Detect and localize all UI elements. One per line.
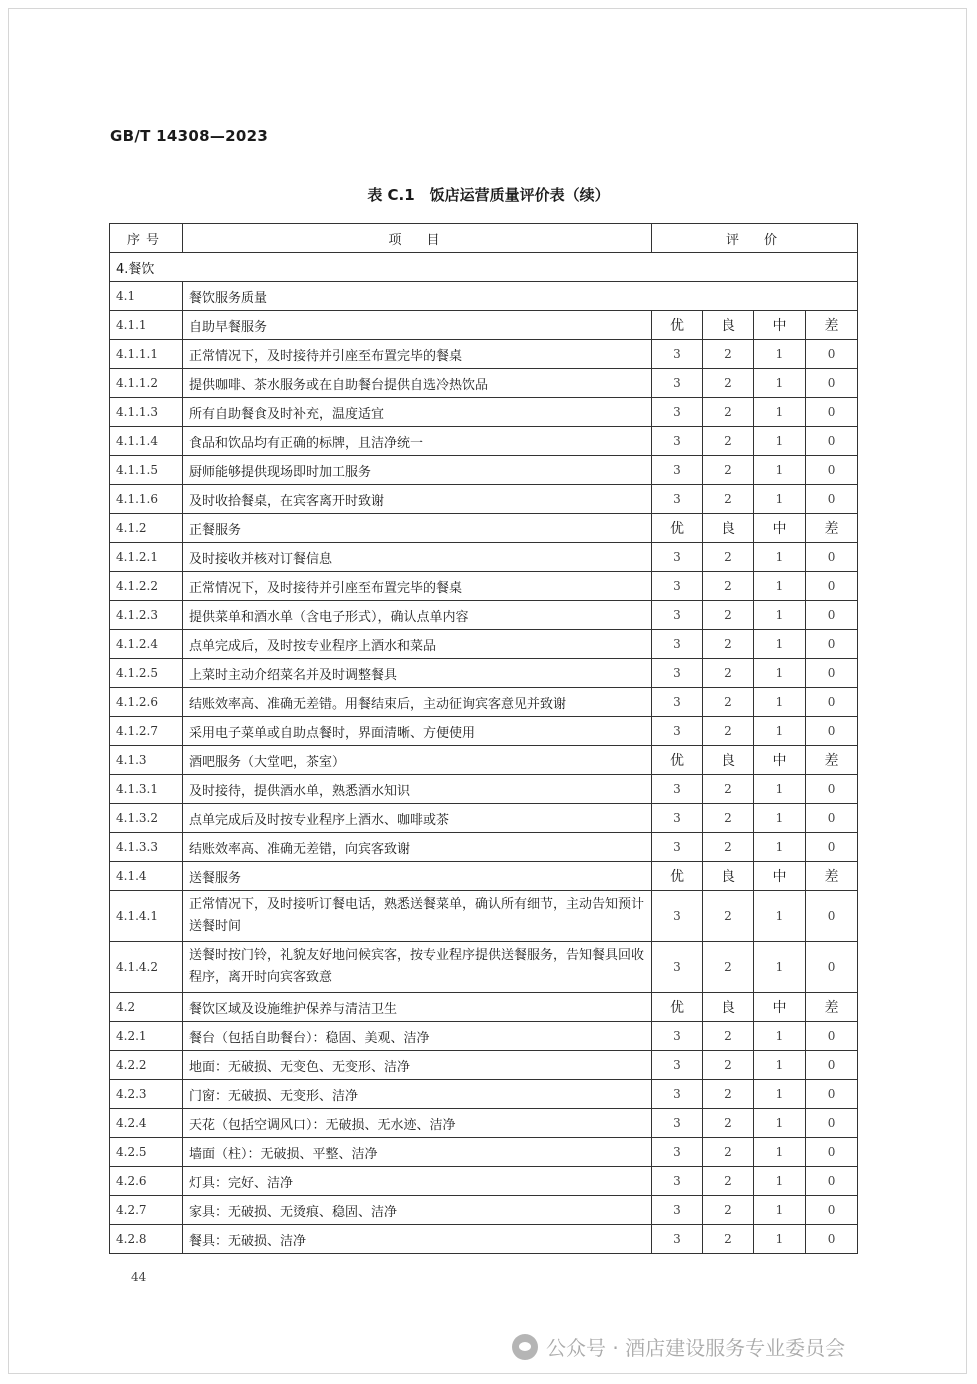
row-number: 4.1.1.5 <box>110 456 183 485</box>
table-row <box>110 1051 858 1080</box>
grade-label: 优 <box>652 514 703 543</box>
row-item: 酒吧服务（大堂吧，茶室） <box>183 746 652 775</box>
score-value: 3 <box>652 1109 703 1138</box>
grade-label: 差 <box>806 514 858 543</box>
watermark <box>512 1332 845 1361</box>
row-number: 4.1.2.6 <box>110 688 183 717</box>
score-value: 0 <box>806 1051 858 1080</box>
row-item: 墙面（柱）：无破损、平整、洁净 <box>183 1138 652 1167</box>
table-row <box>110 1138 858 1167</box>
score-value: 1 <box>754 833 806 862</box>
row-item: 及时接收并核对订餐信息 <box>183 543 652 572</box>
row-number: 4.1.2.2 <box>110 572 183 601</box>
table-row <box>110 891 858 942</box>
score-value: 0 <box>806 942 858 993</box>
score-value: 2 <box>703 1051 754 1080</box>
score-value: 0 <box>806 659 858 688</box>
score-value: 0 <box>806 1225 858 1254</box>
table-row <box>110 717 858 746</box>
score-value: 3 <box>652 340 703 369</box>
row-item: 送餐服务 <box>183 862 652 891</box>
score-value: 2 <box>703 485 754 514</box>
table-row <box>110 1080 858 1109</box>
score-value: 1 <box>754 688 806 717</box>
score-value: 3 <box>652 659 703 688</box>
row-item: 家具：无破损、无烫痕、稳固、洁净 <box>183 1196 652 1225</box>
score-value: 2 <box>703 1225 754 1254</box>
score-value: 1 <box>754 427 806 456</box>
row-item: 送餐时按门铃，礼貌友好地问候宾客，按专业程序提供送餐服务，告知餐具回收程序，离开时向宾客致意 <box>183 942 652 993</box>
header-eval: 评 价 <box>652 224 858 253</box>
score-value: 2 <box>703 630 754 659</box>
row-number: 4.2 <box>110 993 183 1022</box>
score-value: 1 <box>754 1225 806 1254</box>
table-row <box>110 746 858 775</box>
table-row <box>110 833 858 862</box>
score-value: 1 <box>754 804 806 833</box>
row-item: 正常情况下，及时接待并引座至布置完毕的餐桌 <box>183 340 652 369</box>
grade-label: 良 <box>703 311 754 340</box>
row-item: 提供咖啡、茶水服务或在自助餐台提供自选冷热饮品 <box>183 369 652 398</box>
table-row <box>110 659 858 688</box>
section-title: 4.餐饮 <box>110 253 858 282</box>
row-number: 4.2.3 <box>110 1080 183 1109</box>
score-value: 3 <box>652 1167 703 1196</box>
row-item: 地面：无破损、无变色、无变形、洁净 <box>183 1051 652 1080</box>
grade-label: 良 <box>703 993 754 1022</box>
score-value: 0 <box>806 1022 858 1051</box>
grade-label: 中 <box>754 311 806 340</box>
score-value: 2 <box>703 804 754 833</box>
row-number: 4.2.4 <box>110 1109 183 1138</box>
score-value: 3 <box>652 775 703 804</box>
score-value: 2 <box>703 1167 754 1196</box>
table-row <box>110 311 858 340</box>
score-value: 1 <box>754 572 806 601</box>
score-value: 1 <box>754 1080 806 1109</box>
score-value: 1 <box>754 369 806 398</box>
score-value: 1 <box>754 1167 806 1196</box>
score-value: 1 <box>754 398 806 427</box>
score-value: 2 <box>703 1022 754 1051</box>
table-row <box>110 775 858 804</box>
score-value: 0 <box>806 833 858 862</box>
row-item: 点单完成后，及时按专业程序上酒水和菜品 <box>183 630 652 659</box>
row-number: 4.1.2.7 <box>110 717 183 746</box>
table-row <box>110 601 858 630</box>
score-value: 2 <box>703 659 754 688</box>
row-number: 4.2.6 <box>110 1167 183 1196</box>
table-row <box>110 543 858 572</box>
grade-label: 良 <box>703 746 754 775</box>
row-item: 上菜时主动介绍菜名并及时调整餐具 <box>183 659 652 688</box>
grade-label: 中 <box>754 862 806 891</box>
standard-code: GB/T 14308—2023 <box>110 127 269 145</box>
row-number: 4.1.1.6 <box>110 485 183 514</box>
grade-label: 差 <box>806 746 858 775</box>
row-item: 采用电子菜单或自助点餐时，界面清晰、方便使用 <box>183 717 652 746</box>
row-number: 4.1.2.3 <box>110 601 183 630</box>
score-value: 3 <box>652 942 703 993</box>
row-number: 4.1 <box>110 282 183 311</box>
score-value: 0 <box>806 1138 858 1167</box>
score-value: 1 <box>754 717 806 746</box>
row-item: 正常情况下，及时接听订餐电话，熟悉送餐菜单，确认所有细节，主动告知预计送餐时间 <box>183 891 652 942</box>
score-value: 3 <box>652 369 703 398</box>
row-number: 4.1.2 <box>110 514 183 543</box>
score-value: 1 <box>754 1051 806 1080</box>
table-row <box>110 369 858 398</box>
score-value: 3 <box>652 601 703 630</box>
row-item: 自助早餐服务 <box>183 311 652 340</box>
score-value: 3 <box>652 717 703 746</box>
table-header-row <box>110 224 858 253</box>
grade-label: 中 <box>754 746 806 775</box>
row-number: 4.1.2.4 <box>110 630 183 659</box>
score-value: 3 <box>652 630 703 659</box>
row-number: 4.1.2.1 <box>110 543 183 572</box>
score-value: 0 <box>806 1109 858 1138</box>
row-number: 4.1.4 <box>110 862 183 891</box>
table-row <box>110 804 858 833</box>
grade-label: 中 <box>754 993 806 1022</box>
row-number: 4.1.1.2 <box>110 369 183 398</box>
row-item: 餐饮服务质量 <box>183 282 858 311</box>
score-value: 2 <box>703 688 754 717</box>
row-item: 厨师能够提供现场即时加工服务 <box>183 456 652 485</box>
score-value: 2 <box>703 1196 754 1225</box>
table-row <box>110 282 858 311</box>
row-number: 4.1.1 <box>110 311 183 340</box>
score-value: 0 <box>806 688 858 717</box>
row-item: 餐台（包括自助餐台）：稳固、美观、洁净 <box>183 1022 652 1051</box>
score-value: 1 <box>754 601 806 630</box>
row-item: 餐具：无破损、洁净 <box>183 1225 652 1254</box>
row-number: 4.2.2 <box>110 1051 183 1080</box>
table-row <box>110 1022 858 1051</box>
score-value: 3 <box>652 485 703 514</box>
score-value: 1 <box>754 340 806 369</box>
score-value: 2 <box>703 891 754 942</box>
row-number: 4.1.1.3 <box>110 398 183 427</box>
score-value: 1 <box>754 543 806 572</box>
score-value: 2 <box>703 775 754 804</box>
score-value: 2 <box>703 398 754 427</box>
row-item: 食品和饮品均有正确的标牌，且洁净统一 <box>183 427 652 456</box>
grade-label: 良 <box>703 514 754 543</box>
row-number: 4.1.3.2 <box>110 804 183 833</box>
score-value: 1 <box>754 1109 806 1138</box>
table-row <box>110 942 858 993</box>
score-value: 3 <box>652 1196 703 1225</box>
score-value: 2 <box>703 1080 754 1109</box>
score-value: 3 <box>652 1225 703 1254</box>
section-row <box>110 253 858 282</box>
header-no: 序号 <box>110 224 183 253</box>
wechat-logo-icon <box>512 1334 538 1360</box>
score-value: 0 <box>806 1196 858 1225</box>
score-value: 0 <box>806 398 858 427</box>
row-number: 4.1.3.3 <box>110 833 183 862</box>
row-item: 门窗：无破损、无变形、洁净 <box>183 1080 652 1109</box>
row-number: 4.2.7 <box>110 1196 183 1225</box>
page-number: 44 <box>131 1270 147 1284</box>
score-value: 3 <box>652 427 703 456</box>
score-value: 0 <box>806 775 858 804</box>
score-value: 1 <box>754 659 806 688</box>
table-row <box>110 630 858 659</box>
score-value: 1 <box>754 775 806 804</box>
score-value: 0 <box>806 485 858 514</box>
grade-label: 良 <box>703 862 754 891</box>
score-value: 0 <box>806 572 858 601</box>
score-value: 0 <box>806 1167 858 1196</box>
score-value: 3 <box>652 1022 703 1051</box>
row-number: 4.1.1.4 <box>110 427 183 456</box>
table-row <box>110 456 858 485</box>
table-row <box>110 485 858 514</box>
row-number: 4.1.3 <box>110 746 183 775</box>
evaluation-table <box>109 223 858 1254</box>
score-value: 1 <box>754 456 806 485</box>
score-value: 3 <box>652 456 703 485</box>
score-value: 0 <box>806 456 858 485</box>
score-value: 2 <box>703 369 754 398</box>
row-number: 4.1.1.1 <box>110 340 183 369</box>
score-value: 3 <box>652 572 703 601</box>
score-value: 3 <box>652 688 703 717</box>
score-value: 3 <box>652 1051 703 1080</box>
score-value: 3 <box>652 543 703 572</box>
table-row <box>110 427 858 456</box>
table-row <box>110 1109 858 1138</box>
score-value: 2 <box>703 833 754 862</box>
score-value: 2 <box>703 717 754 746</box>
row-item: 点单完成后及时按专业程序上酒水、咖啡或茶 <box>183 804 652 833</box>
row-number: 4.1.4.1 <box>110 891 183 942</box>
table-row <box>110 514 858 543</box>
grade-label: 优 <box>652 993 703 1022</box>
grade-label: 优 <box>652 746 703 775</box>
score-value: 0 <box>806 427 858 456</box>
score-value: 0 <box>806 340 858 369</box>
row-item: 结账效率高、准确无差错，向宾客致谢 <box>183 833 652 862</box>
row-number: 4.1.2.5 <box>110 659 183 688</box>
grade-label: 优 <box>652 311 703 340</box>
score-value: 2 <box>703 427 754 456</box>
score-value: 1 <box>754 891 806 942</box>
row-item: 提供菜单和酒水单（含电子形式），确认点单内容 <box>183 601 652 630</box>
table-row <box>110 1167 858 1196</box>
score-value: 2 <box>703 1109 754 1138</box>
table-row <box>110 340 858 369</box>
score-value: 3 <box>652 1080 703 1109</box>
score-value: 0 <box>806 630 858 659</box>
row-item: 天花（包括空调风口）：无破损、无水迹、洁净 <box>183 1109 652 1138</box>
row-item: 正常情况下，及时接待并引座至布置完毕的餐桌 <box>183 572 652 601</box>
table-row <box>110 862 858 891</box>
score-value: 3 <box>652 398 703 427</box>
score-value: 0 <box>806 891 858 942</box>
table-row <box>110 398 858 427</box>
row-item: 正餐服务 <box>183 514 652 543</box>
score-value: 1 <box>754 1022 806 1051</box>
grade-label: 中 <box>754 514 806 543</box>
row-item: 结账效率高、准确无差错。用餐结束后，主动征询宾客意见并致谢 <box>183 688 652 717</box>
score-value: 0 <box>806 369 858 398</box>
table-row <box>110 993 858 1022</box>
row-number: 4.1.3.1 <box>110 775 183 804</box>
row-item: 餐饮区域及设施维护保养与清洁卫生 <box>183 993 652 1022</box>
score-value: 1 <box>754 630 806 659</box>
score-value: 1 <box>754 942 806 993</box>
score-value: 2 <box>703 601 754 630</box>
table-title: 表 C.1 饭店运营质量评价表（续） <box>367 186 610 204</box>
row-item: 所有自助餐食及时补充，温度适宜 <box>183 398 652 427</box>
score-value: 2 <box>703 340 754 369</box>
score-value: 2 <box>703 543 754 572</box>
row-number: 4.2.8 <box>110 1225 183 1254</box>
row-item: 及时收拾餐桌，在宾客离开时致谢 <box>183 485 652 514</box>
score-value: 1 <box>754 1138 806 1167</box>
score-value: 2 <box>703 942 754 993</box>
table-row <box>110 1225 858 1254</box>
score-value: 0 <box>806 601 858 630</box>
score-value: 0 <box>806 543 858 572</box>
score-value: 0 <box>806 1080 858 1109</box>
score-value: 3 <box>652 833 703 862</box>
score-value: 1 <box>754 485 806 514</box>
row-number: 4.2.1 <box>110 1022 183 1051</box>
table-row <box>110 572 858 601</box>
header-item: 项 目 <box>183 224 652 253</box>
grade-label: 差 <box>806 993 858 1022</box>
score-value: 0 <box>806 717 858 746</box>
score-value: 2 <box>703 572 754 601</box>
grade-label: 优 <box>652 862 703 891</box>
grade-label: 差 <box>806 862 858 891</box>
row-item: 及时接待，提供酒水单，熟悉酒水知识 <box>183 775 652 804</box>
score-value: 2 <box>703 456 754 485</box>
score-value: 2 <box>703 1138 754 1167</box>
watermark-text: 公众号 · 酒店建设服务专业委员会 <box>546 1336 846 1360</box>
score-value: 3 <box>652 891 703 942</box>
score-value: 1 <box>754 1196 806 1225</box>
score-value: 3 <box>652 804 703 833</box>
row-item: 灯具：完好、洁净 <box>183 1167 652 1196</box>
table-row <box>110 1196 858 1225</box>
table-row <box>110 688 858 717</box>
row-number: 4.2.5 <box>110 1138 183 1167</box>
grade-label: 差 <box>806 311 858 340</box>
row-number: 4.1.4.2 <box>110 942 183 993</box>
score-value: 0 <box>806 804 858 833</box>
score-value: 3 <box>652 1138 703 1167</box>
